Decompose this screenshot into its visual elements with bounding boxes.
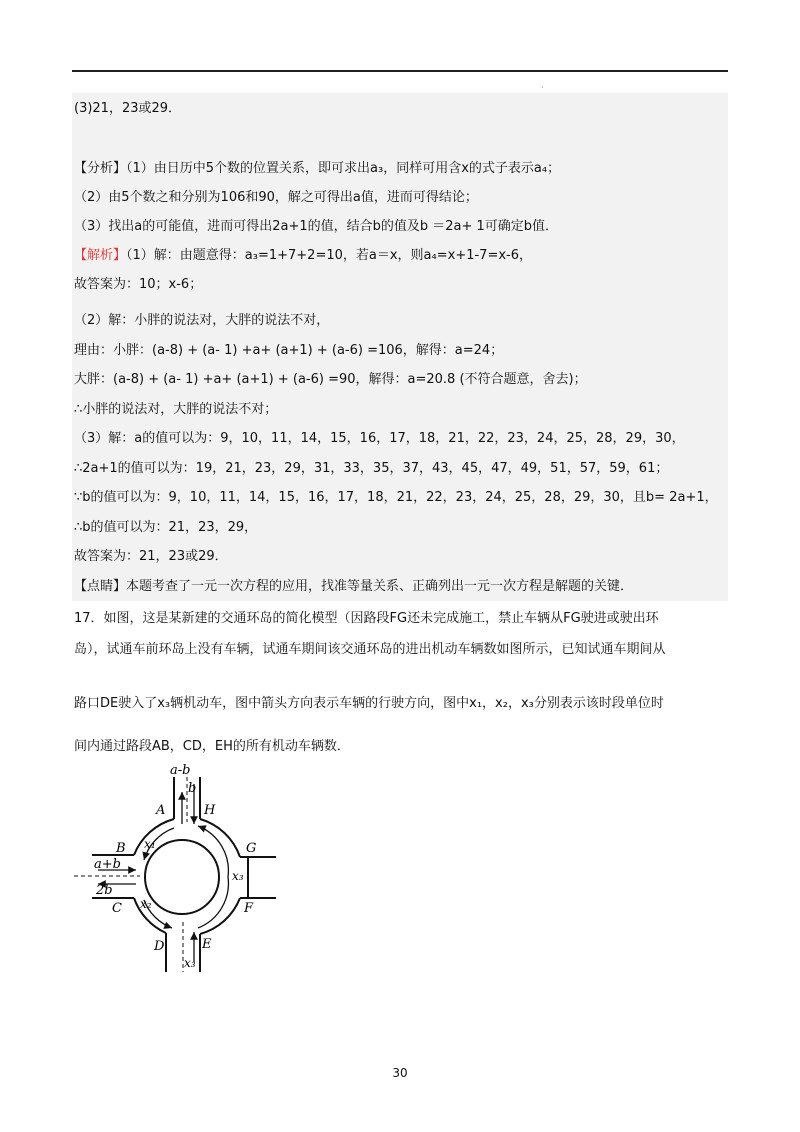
label-x1: x₁ [144,837,156,851]
page-number: 30 [392,1066,408,1080]
analysis-line-1 [74,159,560,179]
analysis-line-3: （3）找出a的可能值，进而可得出2a+1的值，结合b的值及b ＝2a+ 1可确定b值． [74,219,559,234]
header-rule [72,70,728,72]
label-top-out: a-b [170,763,191,778]
label-left-out: 2b [96,883,113,898]
label-top-in: b [188,781,197,796]
solution-line-2: 故答案为：10；x-6； [74,277,203,292]
label-left-in: a+b [94,857,121,872]
label-G: G [246,841,257,856]
label-H: H [204,803,216,818]
label-E: E [202,937,212,952]
solution-line-11: 故答案为：21，23或29． [74,549,228,564]
solution-line-8: ∴2a+1的值可以为：19，21，23，29，31，33，35，37，43，45，47，49，51，57，59，61； [74,461,669,476]
solution-line-9: ∵b的值可以为：9，10，11，14，15，16，17，18，21，22，23，24，25，28，29，30，且b= 2a+1， [74,490,718,505]
label-x2: x₂ [140,897,152,911]
analysis-tag: 【分析】 [74,161,127,176]
solution-tag: 【解析】 [74,248,127,263]
solution-line-10: ∴b的值可以为：21，23，29， [74,520,258,535]
question-17-line-3: 路口DE驶入了x₃辆机动车，图中箭头方向表示车辆的行驶方向，图中x₁，x₂，x₃分别表示该时段单位时 [74,696,664,711]
question-17-line-2: 岛），试通车前环岛上没有车辆，试通车期间该交通环岛的进出机动车辆数如图所示，已知试通车期间从 [74,642,666,657]
label-F: F [244,901,254,916]
ring-arc-bottom-right [200,898,240,934]
flow-arrow-x3-right [198,826,228,928]
analysis-text-1: （1）由日历中5个数的位置关系，即可求出a₃，同样可用含x的式子表示a₄； [126,161,561,176]
solution-line-3: （2）解：小胖的说法对，大胖的说法不对， [74,313,330,328]
question-17-line-4: 间内通过路段AB，CD，EH的所有机动车辆数． [74,739,350,754]
comment-line [74,577,633,597]
label-x3-bottom: x₃ [184,956,196,970]
solution-text-1: （1）解：由题意得：a₃=1+7+2=10，若a＝x，则a₄=x+1-7=x-6， [126,248,532,263]
header-dot: · [541,83,544,92]
label-B: B [116,841,126,856]
label-x3-right: x₃ [232,869,244,883]
solution-line-4: 理由：小胖：(a-8) + (a- 1) +a+ (a+1) + (a-6) =106，解得：a=24； [74,343,504,358]
prev-answer: (3)21，23或29． [74,101,182,116]
label-A: A [156,803,166,818]
solution-line-5: 大胖：(a-8) + (a- 1) +a+ (a+1) + (a-6) =90，解得：a=20.8 (不符合题意，舍去)； [74,372,587,387]
solution-line-6: ∴小胖的说法对，大胖的说法不对； [74,402,278,417]
solution-line-1 [74,246,532,266]
comment-text: 本题考查了一元一次方程的应用，找准等量关系、正确列出一元一次方程是解题的关键． [126,579,634,594]
analysis-line-2: （2）由5个数之和分别为106和90，解之可得出a值，进而可得结论； [74,190,478,205]
comment-tag: 【点睛】 [74,579,127,594]
label-C: C [112,901,122,916]
traffic-roundabout-diagram [70,762,300,984]
label-D: D [154,939,165,954]
ring-arc-top-right [200,819,240,857]
solution-line-7: （3）解：a的值可以为：9，10，11，14，15，16，17，18，21，22，23，24，25，28，29，30， [74,431,685,446]
central-island [145,840,219,914]
question-17-line-1: 17．如图，这是某新建的交通环岛的简化模型（因路段FG还未完成施工，禁止车辆从FG驶进或驶出环 [74,611,659,626]
